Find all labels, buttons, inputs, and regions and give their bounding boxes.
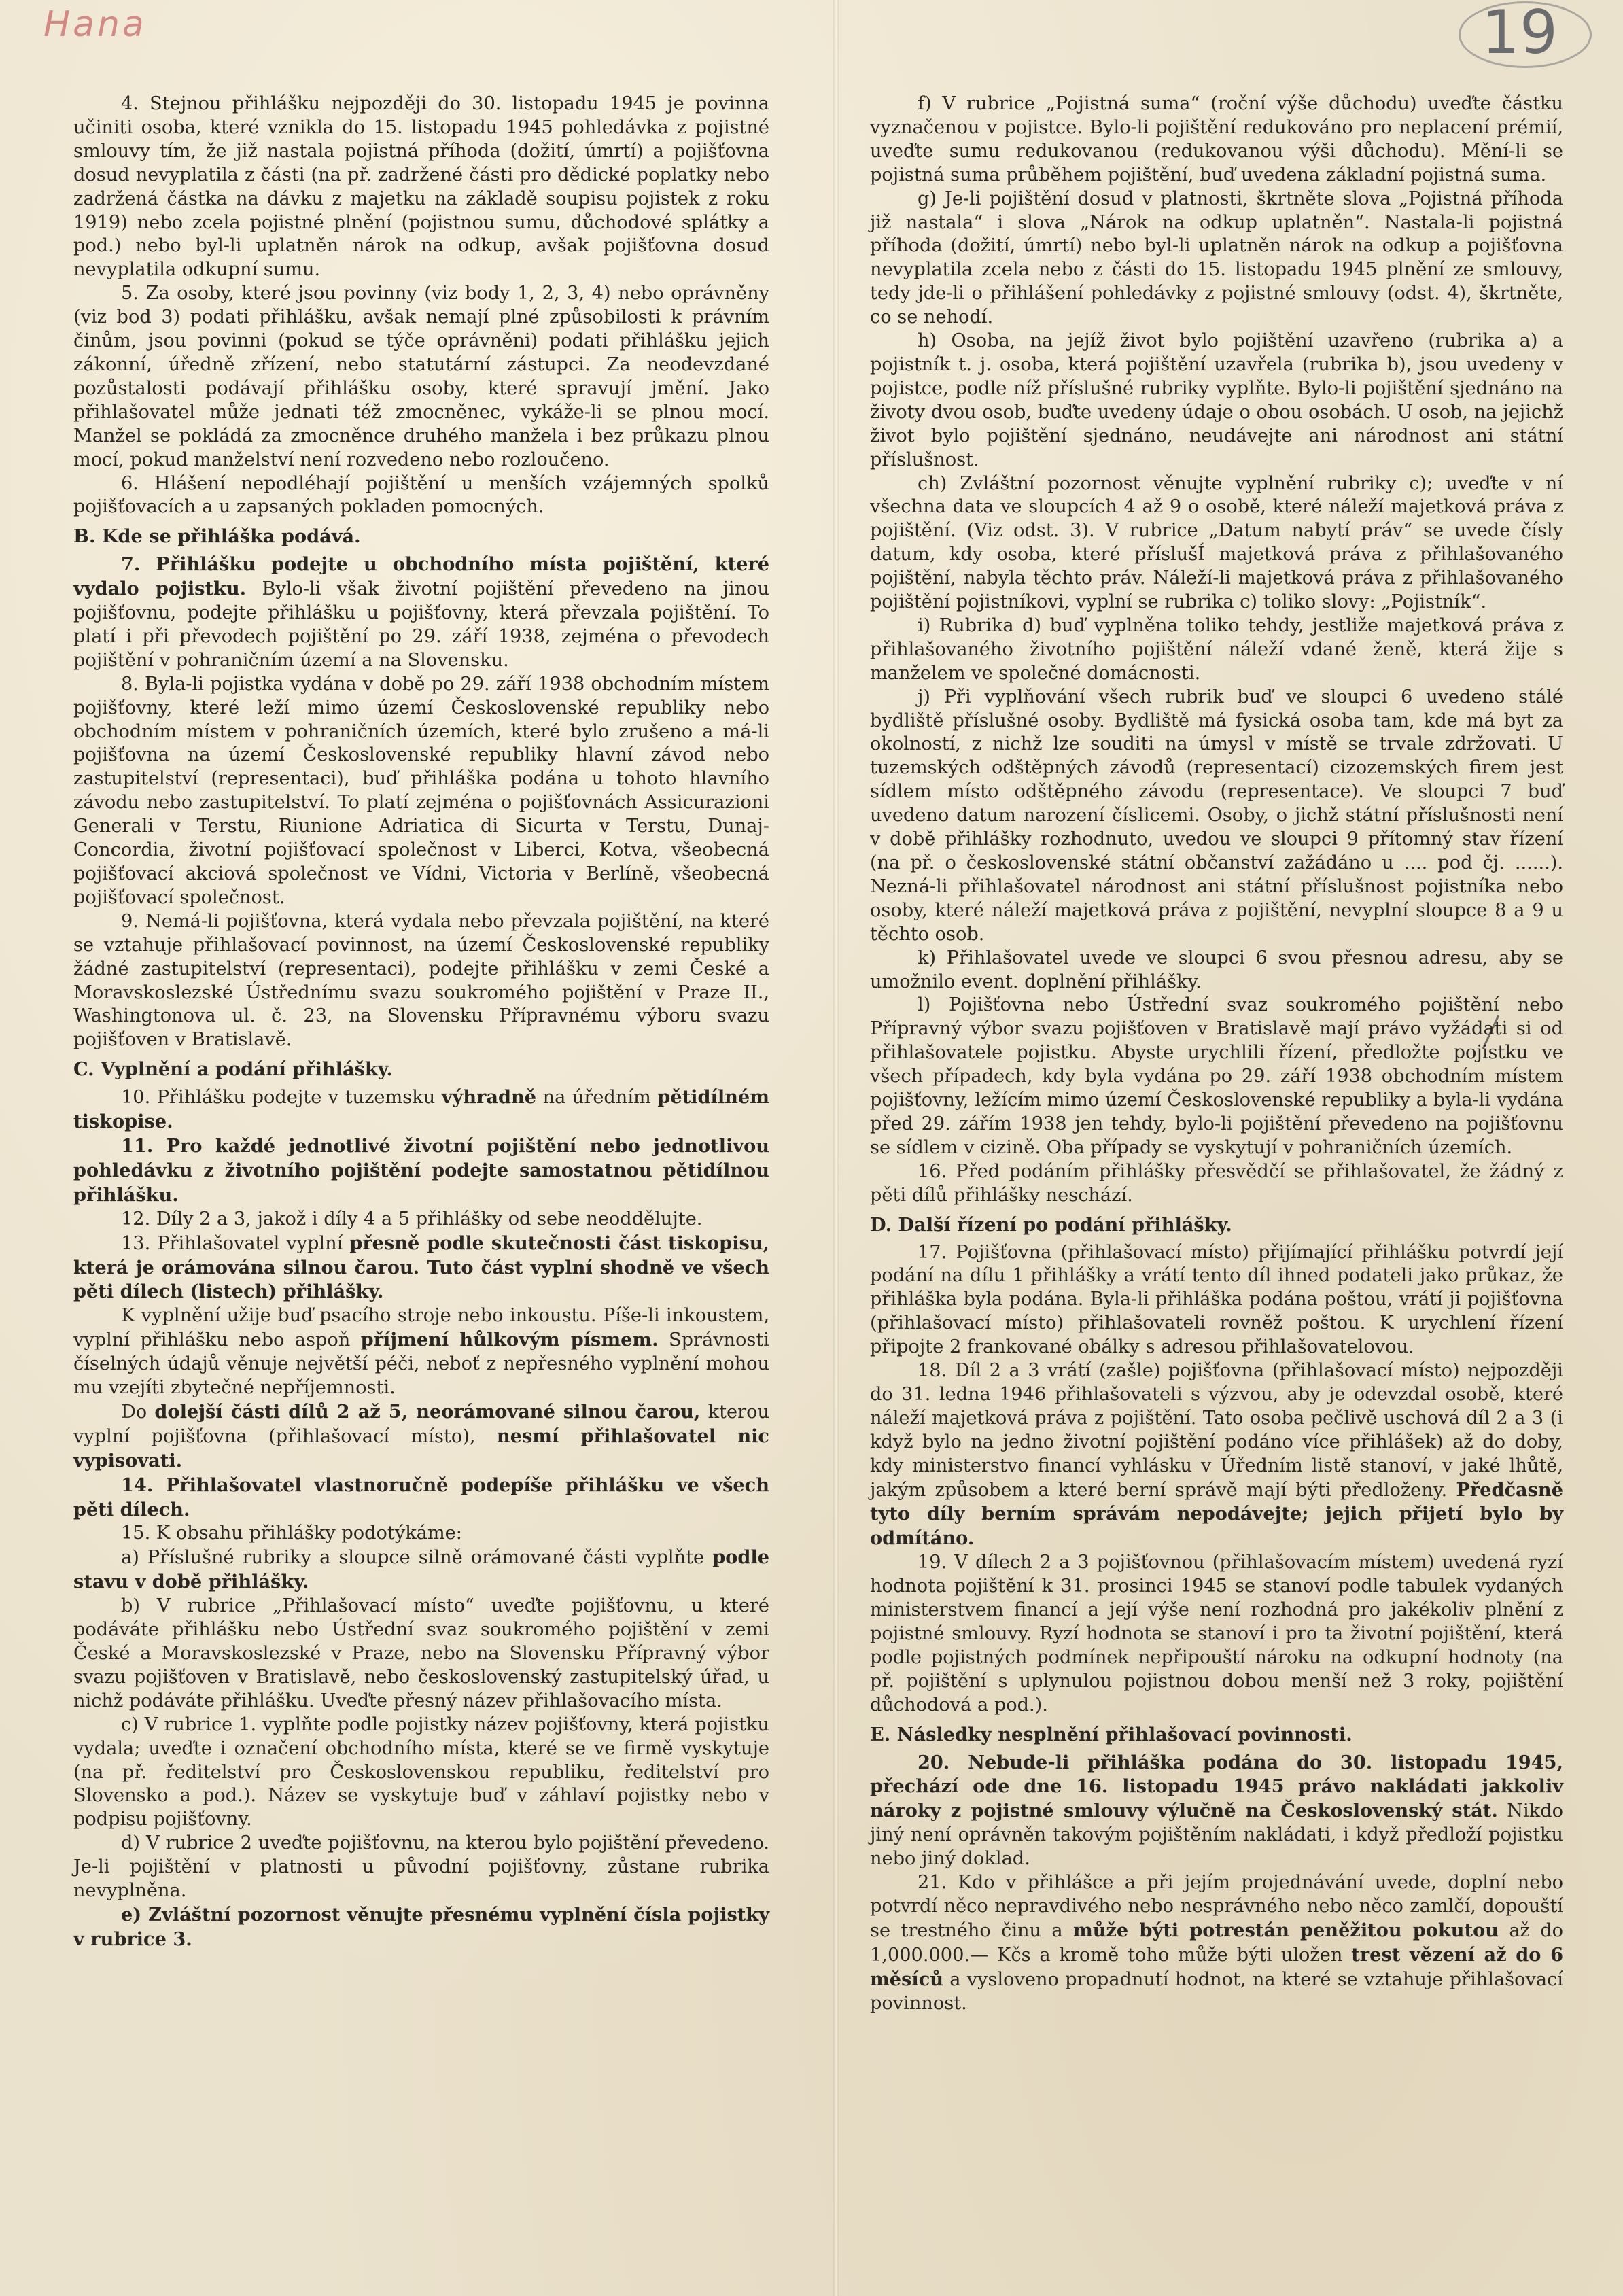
paragraph-15e-bold: e) Zvláštní pozornost věnujte přesnému vyplnění čísla pojistky v rubrice 3.: [73, 1903, 769, 1950]
paragraph-15h: h) Osoba, na jejíž život bylo pojištění uzavřeno (rubrika a) a pojistník t. j. osoba, která pojištění uzavřela (rubrika b), jsou uvedeny v pojistce, podle níž příslušné rubriky vyplňte. Bylo-li pojištění sjednáno na životy dvou osob, buďte uvedeny údaje o obou osobách. U osob, na jejichž život bylo pojištění sjednáno, neudávejte ani národnost ani státní příslušnost.: [870, 330, 1563, 470]
paragraph-16: 16. Před podáním přihlášky přesvědčí se přihlašovatel, že žádný z pěti dílů přihlášky neschází.: [870, 1160, 1563, 1206]
paragraph-11-bold: 11. Pro každé jednotlivé životní pojištění nebo jednotlivou pohledávku z životního pojištění podejte samostatnou pětidílnou přihlášku.: [73, 1134, 769, 1206]
paragraph-15l: l) Pojišťovna nebo Ústřední svaz soukromého pojištění nebo Přípravný výbor svazu pojišťoven v Bratislavě mají právo vyžádati si od přihlašovatele pojistku. Abyste urychlili řízení, předložte pojistku ve všech případech, kdy byla vydána po 29. září 1938 obchodním místem pojišťovny, ležícím mimo území Československé republiky a byla-li vydána před 29. zářím 1938 jen tehdy, bylo-li pojištění převedeno na pojišťovnu se sídlem v cizině. Oba případy se vyskytují v pohraničních územích.: [870, 994, 1563, 1158]
paragraph-7-text: Bylo-li však životní pojištění převedeno na jinou pojišťovnu, podejte přihlášku u pojišťovny, která převzala pojištění. To platí i při převodech pojištění po 29. září 1938, zejména o převodech pojištění v pohraničním území a na Slovensku.: [73, 578, 769, 671]
paragraph-10: [73, 1085, 769, 1134]
paragraph-15i: i) Rubrika d) buď vyplněna toliko tehdy, jestliže majetková práva z přihlašovaného životního pojištění náleží vdané ženě, která žije s manželem ve společné domácnosti.: [870, 614, 1563, 684]
paragraph-13-lower-bold-2: nesmí přihlašovatel nic vypisovati.: [73, 1425, 769, 1472]
paragraph-20-text: Nikdo jiný není oprávněn takovým pojištěním nakládati, i když předloží pojistku nebo jiný doklad.: [870, 1801, 1563, 1870]
paragraph-18-text: 18. Díl 2 a 3 vrátí (zašle) pojišťovna (přihlašovací místo) nejpozději do 31. ledna 1946 přihlašovateli s výzvou, aby je odevzdal osobě, které náleží majetková práva z pojištění. Tato osoba pečlivě uschová díl 2 a 3 (i když bylo na jedno životní pojištění podáno více přihlášek) až do doby, kdy ministerstvo financí vyhlásku v Úředním listě stanoví, v jaké lhůtě, jakým způsobem a které berní správě mají býti předloženy.: [870, 1360, 1563, 1501]
paragraph-21-bold-2: trest vězení až do 6 měsíců: [870, 1943, 1563, 1990]
page-number-annotation: 19: [1482, 0, 1558, 67]
paragraph-8: 8. Byla-li pojistka vydána v době po 29. září 1938 obchodním místem pojišťovny, které leží mimo území Československé republiky nebo obchodním místem v pohraničních územích, které bylo zrušeno a má-li pojišťovna na území Československé republiky hlavní závod nebo zastupitelství (representaci), buď přihláška podána u tohoto hlavního závodu nebo zastupitelství. To platí zejména o pojišťovnách Assicurazioni Generali v Terstu, Riunione Adriatica di Sicurta v Terstu, Dunaj-Concordia, životní pojišťovací společnost v Liberci, Kotva, všeobecná pojišťovací akciová společnost ve Vídni, Victoria v Berlíně, všeobecná pojišťovací společnost.: [73, 673, 769, 908]
paragraph-15: 15. K obsahu přihlášky podotýkáme:: [121, 1523, 462, 1544]
paragraph-19: 19. V dílech 2 a 3 pojišťovnou (přihlašovacím místem) uvedená ryzí hodnota pojištění k 31. prosinci 1945 se stanoví podle tabulek vydaných ministerstvem financí a její výše není rozhodná pro jakékoliv plnění z pojistné smlouvy. Ryzí hodnota se stanoví i pro ta životní pojištění, která podle pojistných podmínek nepřipouští nároku na odkupní hodnoty (na př. pojištění s uplynulou pojistnou dobou menší než 3 roky, pojištění důchodová a pod.).: [870, 1552, 1563, 1716]
paragraph-11: [73, 1134, 769, 1208]
paragraph-21: [870, 1871, 1563, 2015]
paragraph-15a-bold: podle stavu v době přihlášky.: [73, 1546, 769, 1593]
paragraph-4: 4. Stejnou přihlášku nejpozději do 30. listopadu 1945 je povinna učiniti osoba, které vznikla do 15. listopadu 1945 pohledávka z pojistné smlouvy tím, že již nastala pojistná příhoda (dožití, úmrtí) a pojišťovna dosud nevyplatila z části (na př. zadržené části pro dědické poplatky nebo zadržená částka na dávku z majetku na základě soupisu pojistek z roku 1919) nebo zcela pojistné plnění (pojistnou sumu, důchodové splátky a pod.) nebo byl-li uplatněn nárok na odkup, avšak pojišťovna dosud nevyplatila odkupní sumu.: [73, 93, 769, 281]
center-fold: [833, 0, 839, 2296]
paragraph-13-lower-text: Do: [121, 1401, 155, 1423]
paragraph-7: [73, 553, 769, 673]
paragraph-21-text: 21. Kdo v přihlášce a při jejím projednávání uvede, doplní nebo potvrdí něco nepravdivého nebo nesprávného nebo něco zamlčí, dopouští se trestného činu a: [870, 1872, 1563, 1941]
section-heading-c: C. Vyplnění a podání přihlášky.: [73, 1058, 393, 1081]
paragraph-13-bold: přesně podle skutečnosti část tiskopisu, která je orámována silnou čarou. Tuto část vyplní shodně ve všech pěti dílech (listech) přihlášky.: [73, 1232, 770, 1303]
paragraph-21-text-2: až do 1,000.000.— Kčs a kromě toho může býti uložen: [870, 1919, 1563, 1966]
paragraph-15f: f) V rubrice „Pojistná suma“ (roční výše důchodu) uveďte částku vyznačenou v pojistce. Bylo-li pojištění redukováno pro neplacení prémií, uveďte sumu redukovanou (redukovanou výši důchodu). Mění-li se pojistná suma průběhem pojištění, buď uvedena základní pojistná suma.: [870, 93, 1563, 186]
paragraph-18: [870, 1359, 1563, 1551]
paragraph-10-text: 10. Přihlášku podejte v tuzemsku: [121, 1087, 442, 1109]
paragraph-13-ink: [73, 1304, 769, 1400]
paragraph-15g: g) Je-li pojištění dosud v platnosti, škrtněte slova „Pojistná příhoda již nastala“ i slova „Nárok na odkup uplatněn“. Nastala-li pojistná příhoda (dožití, úmrtí) nebo byl-li uplatněn nárok na odkup a pojišťovna nevyplatila zcela nebo z části do 15. listopadu 1945 plnění ze smlouvy, tedy jde-li o přihlášení pohledávky z pojistné smlouvy (odst. 4), škrtněte, co se nehodí.: [870, 188, 1563, 328]
right-column: [870, 92, 1563, 2016]
paragraph-9: 9. Nemá-li pojišťovna, která vydala nebo převzala pojištění, na které se vztahuje přihlašovací povinnost, na území Československé republiky žádné zastupitelství (representaci), podejte přihlášku v zemi České a Moravskoslezské Ústřednímu svazu soukromého pojištění v Praze II., Washingtonova ul. č. 23, na Slovensku Přípravnému výboru svazu pojišťoven v Bratislavě.: [73, 910, 769, 1051]
left-column: [73, 92, 769, 1952]
paragraph-14: [73, 1474, 769, 1523]
paragraph-13-lower-text-2: kterou vyplní pojišťovna (přihlašovací místo),: [73, 1401, 770, 1447]
paragraph-15e: [73, 1903, 769, 1952]
paragraph-13-lower: [73, 1400, 769, 1474]
paragraph-5: 5. Za osoby, které jsou povinny (viz body 1, 2, 3, 4) nebo oprávněny (viz bod 3) podati přihlášku, avšak nemají plné způsobilosti k právním činům, jsou povinni (pokud se týče oprávněni) podati přihlášku jejich zákonní, úředně zřízení, nebo statutární zástupci. Za neodevzdané pozůstalosti podávají přihlášku osoby, které spravují jmění. Jako přihlašovatel může jednati též zmocněnec, vykáže-li se plnou mocí. Manžel se pokládá za zmocněnce druhého manžela i bez průkazu plnou mocí, pokud manželství není rozvedeno nebo rozloučeno.: [73, 283, 769, 470]
paragraph-6: 6. Hlášení nepodléhají pojištění u menších vzájemných spolků pojišťovacích a u zapsaných pokladen pomocných.: [73, 472, 769, 518]
paragraph-15b: b) V rubrice „Přihlašovací místo“ uveďte pojišťovnu, u které podáváte přihlášku nebo Ústřední svaz soukromého pojištění v zemi České a Moravskoslezské v Praze, nebo na Slovensku Přípravný výbor svazu pojišťoven v Bratislavě, nebo československý zastupitelský úřad, u nichž podáváte přihlášku. Uveďte přesný název přihlašovacího místa.: [73, 1595, 769, 1711]
paragraph-20: [870, 1751, 1563, 1872]
paragraph-17: 17. Pojišťovna (přihlašovací místo) přijímající přihlášku potvrdí její podání na dílu 1 přihlášky a vrátí tento díl ihned podateli jako průkaz, že přihláška byla podána. Byla-li přihláška podána poštou, vrátí ji pojišťovna (přihlašovací místo) přihlašovateli rovněž poštou. K urychlení řízení připojte 2 frankované obálky s adresou přihlašovatelovou.: [870, 1241, 1563, 1358]
paragraph-15d: d) V rubrice 2 uveďte pojišťovnu, na kterou bylo pojištění převedeno. Je-li pojištění v platnosti u původní pojišťovny, zůstane rubrika nevyplněna.: [73, 1832, 769, 1902]
paragraph-18-bold: Předčasně tyto díly berním správám nepodávejte; jejich přijetí bylo by odmítáno.: [870, 1478, 1563, 1550]
paragraph-20-bold: 20. Nebude-li přihláška podána do 30. listopadu 1945, přechází ode dne 16. listopadu 1945 právo nakládati jakkoliv nároky z pojistné smlouvy výlučně na Československý stát.: [870, 1751, 1563, 1822]
paragraph-10-bold-2: pětidílném tiskopise.: [73, 1086, 769, 1133]
paragraph-13-lower-bold: dolejší části dílů 2 až 5, neorámované silnou čarou,: [154, 1400, 701, 1423]
paragraph-12: 12. Díly 2 a 3, jakož i díly 4 a 5 přihlášky od sebe neoddělujte.: [121, 1208, 703, 1230]
paragraph-15a: [73, 1546, 769, 1595]
section-heading-b: B. Kde se přihláška podává.: [73, 525, 361, 548]
paragraph-13-ink-text: K vyplnění užije buď psacího stroje nebo inkoustu. Píše-li inkoustem, vyplní přihlášku nebo aspoň: [73, 1305, 769, 1351]
paragraph-15a-text: a) Příslušné rubriky a sloupce silně orámované části vyplňte: [121, 1547, 713, 1569]
paragraph-15ch: ch) Zvláštní pozornost věnujte vyplnění rubriky c); uveďte v ní všechna data ve sloupcích 4 až 9 o osobě, které náleží majetková práva z pojištění. (Viz odst. 3). V rubrice „Datum nabytí práv“ se uvede čísly datum, kdy osoba, které příslušÍ majetková práva z přihlašovaného pojištění, nabyla těchto práv. Náleží-li majetková práva z přihlašovaného pojištění pojistníkovi, vyplní se rubrika c) toliko slovy: „Pojistník“.: [870, 472, 1563, 613]
pencil-annotation-name: Hana: [43, 4, 147, 45]
paragraph-13-ink-text-2: Správnosti číselných údajů věnuje největší péči, neboť z nepřesného vyplnění mohou mu vzejíti zbytečné nepříjemnosti.: [73, 1329, 770, 1399]
paragraph-15k: k) Přihlašovatel uvede ve sloupci 6 svou přesnou adresu, aby se umožnilo event. doplnění přihlášky.: [870, 947, 1563, 992]
paragraph-13-text: 13. Přihlašovatel vyplní: [121, 1232, 350, 1254]
paragraph-10-text-2: na úředním: [536, 1087, 658, 1109]
paragraph-21-bold: může býti potrestán peněžitou pokutou: [1072, 1919, 1499, 1941]
paragraph-15c: c) V rubrice 1. vyplňte podle pojistky název pojišťovny, která pojistku vydala; uveďte i označení obchodního místa, které se ve firmě vyskytuje (na př. ředitelství pro Československou republiku, ředitelství pro Slovensko a pod.). Název se vyskytuje buď v záhlaví pojistky nebo v podpisu pojišťovny.: [73, 1714, 769, 1830]
paragraph-21-text-3: a vysloveno propadnutí hodnot, na které se vztahuje přihlašovací povinnost.: [870, 1968, 1563, 2014]
paragraph-14-bold: 14. Přihlašovatel vlastnoručně podepíše přihlášku ve všech pěti dílech.: [73, 1474, 769, 1520]
section-heading-d: D. Další řízení po podání přihlášky.: [870, 1213, 1232, 1236]
paragraph-13-ink-bold: příjmení hůlkovým písmem.: [360, 1329, 659, 1351]
paragraph-7-bold: 7. Přihlášku podejte u obchodního místa pojištění, které vydalo pojistku.: [73, 553, 769, 600]
section-heading-e: E. Následky nesplnění přihlašovací povinnosti.: [870, 1723, 1352, 1745]
paragraph-15j: j) Při vyplňování všech rubrik buď ve sloupci 6 uvedeno stálé bydliště příslušné osoby. Bydliště má fysická osoba tam, kde má byt za okolností, z nichž lze souditi na úmysl v místě se trvale zdržovati. U tuzemských odštěpných závodů (representací) cizozemských firem jest sídlem místo odštěpného závodu (representace). Ve sloupci 7 buď uvedeno datum narození číslicemi. Osoby, o jichž státní příslušnosti není v době přihlášky rozhodnuto, uvedou ve sloupci 9 přítomný stav řízení (na př. o československé státní občanství zažádáno u .... pod čj. ......). Nezná-li přihlašovatel národnost ani státní příslušnost pojistníka nebo osoby, které náleží majetková práva z pojištění, nevyplní sloupce 8 a 9 u těchto osob.: [870, 686, 1563, 945]
paragraph-10-bold: výhradně: [441, 1086, 537, 1109]
paragraph-13: [73, 1232, 769, 1305]
